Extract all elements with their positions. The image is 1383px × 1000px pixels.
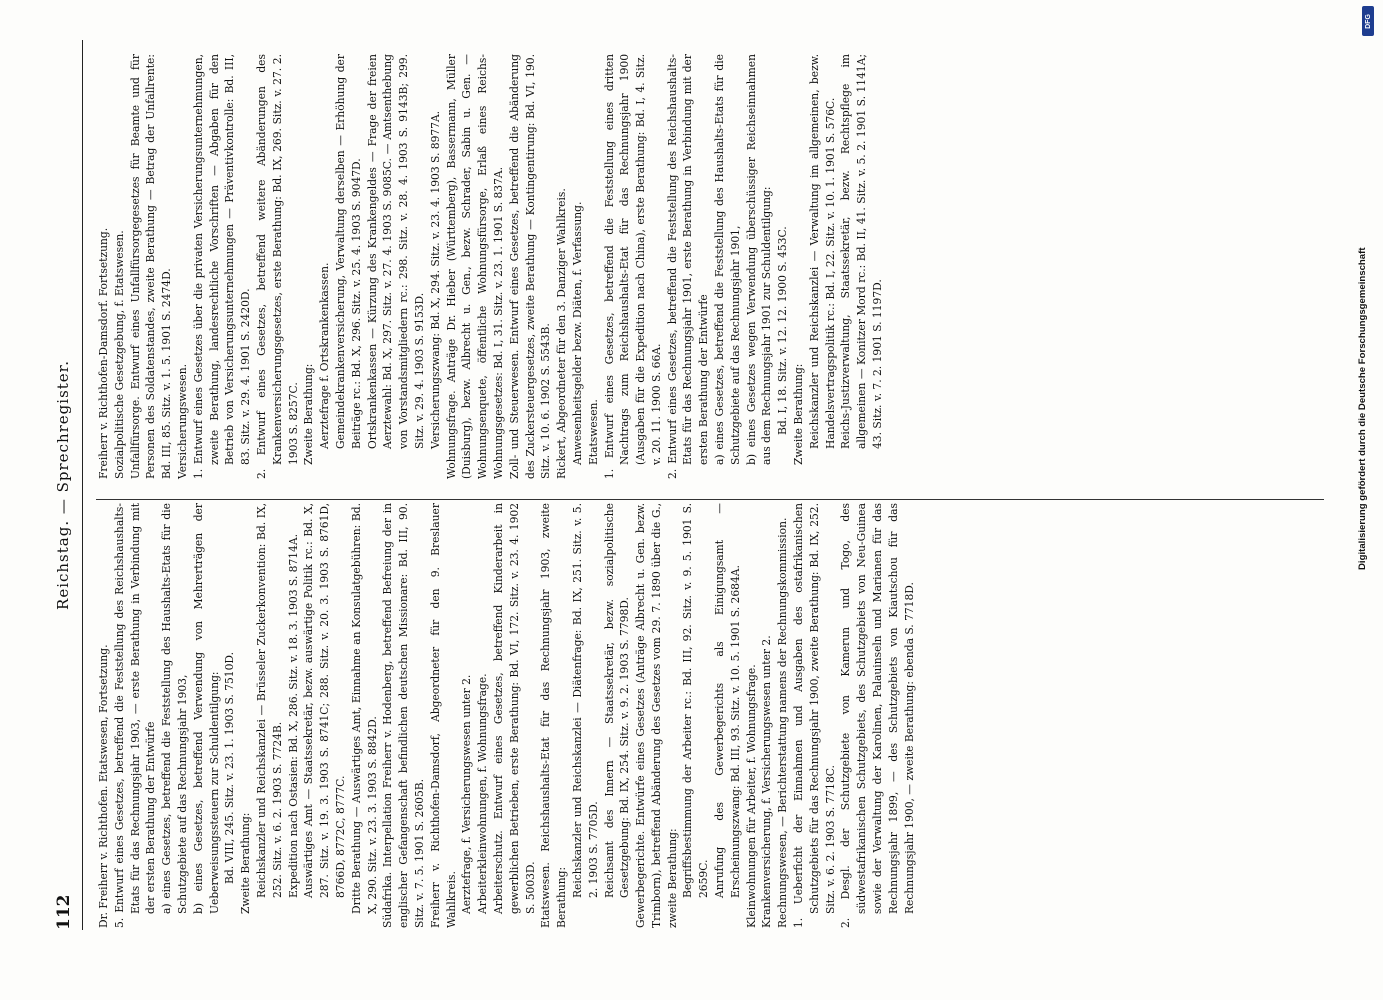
register-entry: Wohnungsfrage. Anträge Dr. Hieber (Württemberg), Bassermann, Müller (Duisburg), bezw. Albrecht u. Gen., bezw. Schrader, Sabin u. Gen. — Wohnungsenquete, öffentliche Wohnungsfürsorge, Erlaß eines Reichs-Wohnungsgesetzes: Bd. I, 31. Sitz. v. 23. 1. 1901 S. 837A. <box>444 54 505 479</box>
register-entry: Südafrika. Interpellation Freiherr v. Hodenberg, betreffend Befreiung der in englischer Gefangenschaft befindlichen deutschen Missionare: Bd. III, 90. Sitz. v. 7. 5. 1901 S. 2605B. <box>381 503 426 928</box>
register-entry: Reichsamt des Innern — Staatssekretär, bezw. sozialpolitische Gesetzgebung: Bd. IX, 254. Sitz. v. 9. 2. 1903 S. 7798D. <box>602 503 632 898</box>
register-entry: 1. Entwurf eines Gesetzes über die privaten Versicherungsunternehmungen, zweite Berathung, landesrechtliche Vorschriften — Abgaben für den Betrieb von Versicherungsunternehmungen — Präventivkontrolle: Bd. III, 83. Sitz. v. 29. 4. 1901 S. 2420D. <box>191 54 253 479</box>
register-entry: Zweite Berathung: <box>239 812 253 914</box>
register-entry: b) eines Gesetzes, betreffend Verwendung von Mehrerträgen der Ueberweisungssteuern zur Schuldentilgung: <box>191 503 221 914</box>
register-entry: Bd. VIII, 245. Sitz. v. 23. 1. 1903 S. 7510D. <box>223 652 237 884</box>
register-entry: b) eines Gesetzes wegen Verwendung überschüssiger Reichseinnahmen aus dem Rechnungsjahr 1901 zur Schuldentilgung: <box>744 54 774 465</box>
register-entry: 5. Entwurf eines Gesetzes, betreffend die Feststellung des Reichshaushalts-Etats für das Rechnungsjahr 1903, — erste Berathung in Verbindung mit der ersten Berathung der Entwürfe <box>112 503 158 928</box>
register-entry: Reichskanzler und Reichskanzlei — Brüsseler Zuckerkonvention: Bd. IX, 252. Sitz. v. 6. 2. 1903 S. 7724B. <box>254 503 284 898</box>
register-entry: 1. Ueberficht der Einnahmen und Ausgaben des ostafrikanischen Schutzgebiets für das Rechnungsjahr 1900, zweite Berathung: Bd. IX, 252. Sitz. v. 6. 2. 1903 S. 7718C. <box>792 503 837 928</box>
register-entry: Aerztefrage, f. Versicherungswesen unter 2. <box>460 674 474 914</box>
dfg-logo-icon: DFG <box>1362 6 1374 36</box>
register-entry: Krankenversicherung, f. Versicherungswesen unter 2. <box>760 635 774 928</box>
register-entry: Auswärtiges Amt — Staatssekretär, bezw. auswärtige Politik rc.: Bd. X, 287. Sitz. v. 19. 3. 1903 S. 8741C; 288. Sitz. v. 20. 3. 1903 S. 8761D, 8766D, 8772C, 8777C. <box>302 503 347 898</box>
header-rule <box>82 40 83 930</box>
register-entry: 2. Entwurf eines Gesetzes, betreffend weitere Abänderungen des Krankenversicherungsgesetzes, erste Berathung: Bd. IX, 269. Sitz. v. 27. 2. 1903 S. 8257C. <box>254 54 300 479</box>
register-entry: 2. Entwurf eines Gesetzes, betreffend die Feststellung des Reichshaushalts-Etats für das Rechnungsjahr 1901, erste Berathung in Verbindung mit der ersten Berathung der Entwürfe <box>665 54 711 479</box>
register-entry: a) eines Gesetzes, betreffend die Feststellung des Haushalts-Etats für die Schutzgebiete auf das Rechnungsjahr 1903, <box>160 503 189 914</box>
register-entry: Rechnungswesen, — Berichterstattung namens der Rechnungskommission. <box>776 517 790 928</box>
register-entry: Begriffsbestimmung der Arbeiter rc.: Bd. III, 92. Sitz. v. 9. 5. 1901 S. 2659C. <box>681 503 711 898</box>
running-head <box>54 40 90 930</box>
register-entry: Sozialpolitische Gesetzgebung, f. Etatswesen. <box>112 230 126 479</box>
column-divider <box>96 499 1324 500</box>
register-entry: Expedition nach Ostasien: Bd. X, 286. Sitz. v. 18. 3. 1903 S. 8714A. <box>286 534 300 898</box>
right-column <box>96 54 886 479</box>
register-entry: Etatswesen. Reichshaushalts-Etat für das Rechnungsjahr 1903, zweite Berathung: <box>539 503 569 928</box>
register-entry: Gewerbegerichte. Entwürfe eines Gesetzes (Anträge Albrecht u. Gen. bezw. Trimborn), betreffend Abänderung des Gesetzes vom 29. 7. 1890 über die G., zweite Berathung: <box>634 503 679 928</box>
register-entry: Etatswesen. <box>586 399 600 465</box>
register-entry: Anwesenheitsgelder bezw. Diäten, f. Verfassung. <box>570 201 584 465</box>
register-entry: Dr. Freiherr v. Richthofen. Etatswesen, Fortsetzung. <box>97 644 110 928</box>
left-column <box>96 503 917 928</box>
register-entry: 2. Desgl. der Schutzgebiete von Kamerun und Togo, des südwestafrikanischen Schutzgebiets, des Schutzgebiets von Neu-Guinea sowie der Verwaltung der Karolinen, Palauinseln und Marianen für das Rechnungsjahr 1899, — des Schutzgebiets von Kiautschou für das Rechnungsjahr 1900, — zweite Berathung: ebenda S. 7718D. <box>839 503 916 928</box>
register-entry: Reichskanzler und Reichskanzlei — Diätenfrage: Bd. IX, 251. Sitz. v. 5. 2. 1903 S. 7705D. <box>570 503 600 898</box>
register-entry: Freiherr v. Richthofen-Damsdorf. Fortsetzung. <box>97 227 110 479</box>
register-entry: Unfallfürsorge. Entwurf eines Unfallfürsorgegesetzes für Beamte und für Personen des Soldatenstandes, zweite Berathung — Betrag der Unfallrente: Bd. III, 85. Sitz. v. 1. 5. 1901 S. 2474D. <box>128 54 174 479</box>
page-number: 112 <box>54 894 74 930</box>
register-entry: Reichs-Justizverwaltung, Staatssekretär, bezw. Rechtspflege im allgemeinen — Konitzer Mord rc.: Bd. II, 41. Sitz. v. 5. 2. 1901 S. 1141A; 43. Sitz. v. 7. 2. 1901 S. 1197D. <box>839 54 885 449</box>
register-entry: Gemeindekrankenversicherung, Verwaltung derselben — Erhöhung der Beiträge rc.: Bd. X, 296. Sitz. v. 25. 4. 1903 S. 9047D. <box>333 54 363 449</box>
register-entry: Zweite Berathung: <box>302 363 316 465</box>
register-entry: Zweite Berathung: <box>792 363 806 465</box>
register-entry: Arbeiterkleinwohnungen, f. Wohnungsfrage. <box>476 673 490 914</box>
register-entry: Rickert, Abgeordneter für den 3. Danziger Wahlkreis. <box>555 188 569 479</box>
register-entry: Versicherungswesen. <box>175 363 189 479</box>
register-entry: Versicherungszwang: Bd. X, 294. Sitz. v. 23. 4. 1903 S. 8977A. <box>428 110 442 449</box>
register-entry: 1. Entwurf eines Gesetzes, betreffend die Feststellung eines dritten Nachtrags zum Reichshaushalts-Etat für das Rechnungsjahr 1900 (Ausgaben für die Expedition nach China), erste Berathung: Bd. I, 4. Sitz. v. 20. 11. 1900 S. 66A. <box>602 54 663 479</box>
register-entry: Ortskrankenkassen — Kürzung des Krankengeldes — Frage der freien Aerztewahl: Bd. X, 297. Sitz. v. 27. 4. 1903 S. 9085C. — Amtsenthebung von Vorstandsmitgliedern rc.: 298. Sitz. v. 28. 4. 1903 S. 9143B; 299. Sitz. v. 29. 4. 1903 S. 9153D. <box>365 54 426 449</box>
register-entry: Reichskanzler und Reichskanzlei — Verwaltung im allgemeinen, bezw. Handelsvertragspolitik rc.: Bd. I, 22. Sitz. v. 10. 1. 1901 S. 576C. <box>807 54 837 449</box>
register-entry: Arbeiterschutz. Entwurf eines Gesetzes, betreffend Kinderarbeit in gewerblichen Betrieben, erste Berathung: Bd. VI, 172. Sitz. v. 23. 4. 1902 S. 5003D. <box>491 503 537 914</box>
register-entry: Anrufung des Gewerbegerichts als Einigungsamt — Erscheinungszwang: Bd. III, 93. Sitz. v. 10. 5. 1901 S. 2684A. <box>713 503 742 898</box>
page-title: Reichstag. — Sprechregister. <box>54 360 72 610</box>
register-entry: Aerztefrage f. Ortskrankenkassen. <box>318 262 332 449</box>
register-entry: Bd. I, 18. Sitz. v. 12. 12. 1900 S. 453C. <box>776 226 790 435</box>
register-entry: a) eines Gesetzes, betreffend die Feststellung des Haushalts-Etats für die Schutzgebiete auf das Rechnungsjahr 1901, <box>713 54 742 465</box>
register-entry: Dritte Berathung — Auswärtiges Amt, Einnahme an Konsulatgebühren: Bd. X, 290. Sitz. v. 23. 3. 1903 S. 8842D. <box>349 503 379 914</box>
digitization-note: Digitalisierung gefördert durch die Deutsche Forschungsgemeinschaft <box>1357 247 1368 570</box>
register-entry: Kleinwohnungen für Arbeiter, f. Wohnungsfrage. <box>744 664 758 928</box>
register-entry: Zoll- und Steuerwesen. Entwurf eines Gesetzes, betreffend die Abänderung des Zuckersteuergesetzes, zweite Berathung — Kontingentirung: Bd. VI, 190. Sitz. v. 10. 6. 1902 S. 5543B. <box>507 54 553 479</box>
register-entry: Freiherr v. Richthofen-Damsdorf, Abgeordneter für den 9. Breslauer Wahlkreis. <box>428 503 458 928</box>
